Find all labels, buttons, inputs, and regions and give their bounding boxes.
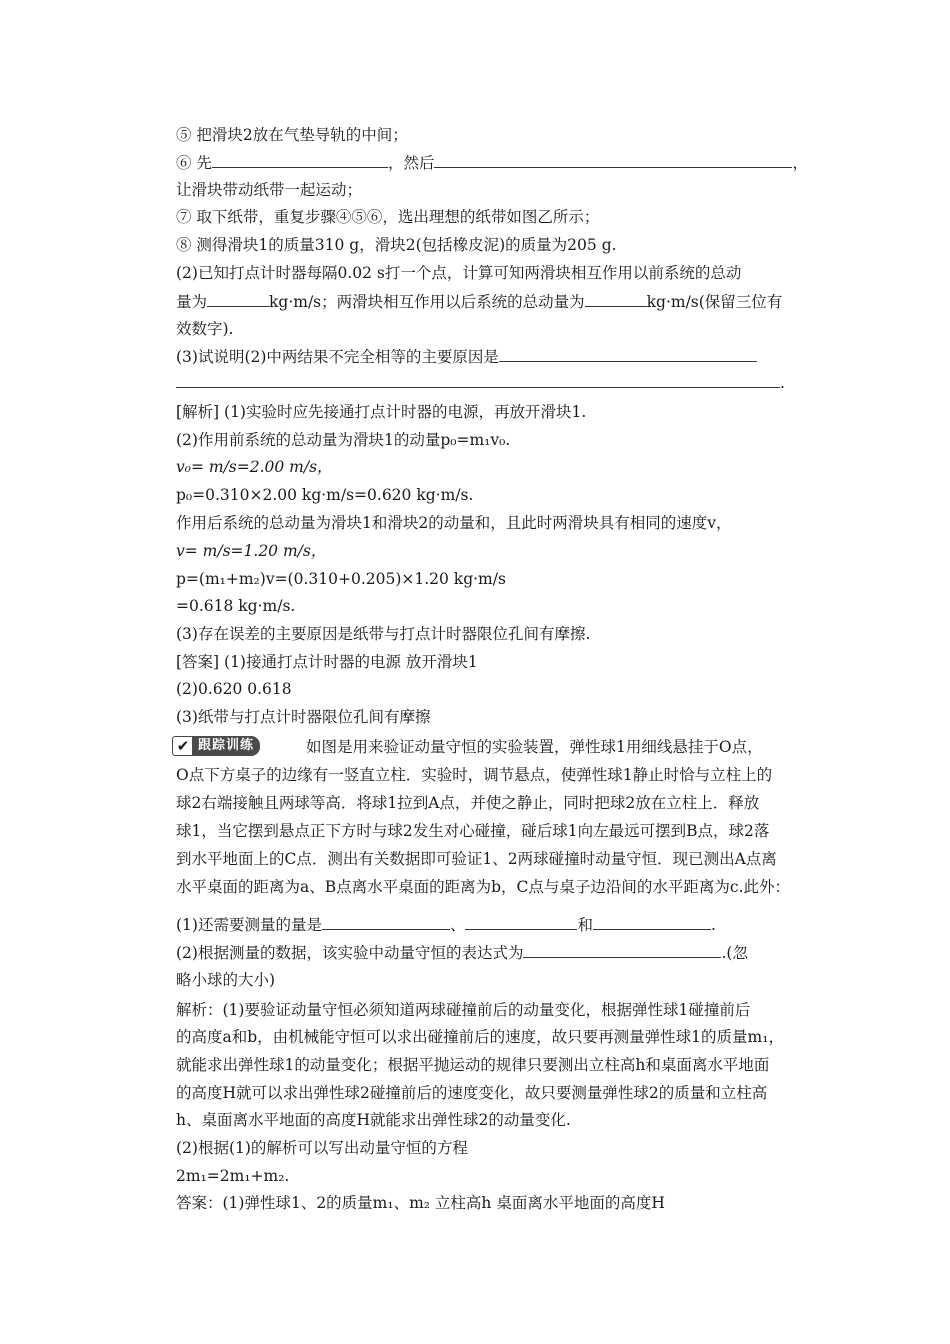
tracking-question-2-continued: 略小球的大小) bbox=[176, 971, 276, 989]
tq1-sep-1: 、 bbox=[449, 916, 466, 934]
tq1-sep-2: 和 bbox=[577, 916, 593, 934]
step-8: ⑧ 测得滑块1的质量310 g，滑块2(包括橡皮泥)的质量为205 g. bbox=[176, 236, 617, 254]
tq2-prefix: (2)根据测量的数据，该实验中动量守恒的表达式为 bbox=[176, 944, 524, 962]
solution-line-5: h、桌面离水平地面的高度H就能求出弹性球2的动量变化. bbox=[176, 1111, 571, 1129]
analysis-line-7: p=(m₁+m₂)v=(0.310+0.205)×1.20 kg·m/s bbox=[176, 570, 506, 588]
answer-line-2: (2)0.620 0.618 bbox=[176, 680, 292, 698]
q2-blank-before bbox=[207, 291, 269, 307]
question-2-line-3: 效数字). bbox=[176, 320, 234, 338]
tracking-question-1 bbox=[176, 914, 716, 935]
solution-line-6: (2)根据(1)的解析可以写出动量守恒的方程 bbox=[176, 1139, 468, 1157]
step-6-end: ， bbox=[792, 154, 808, 172]
q3-blank-1 bbox=[499, 346, 757, 362]
q2-prefix: 量为 bbox=[176, 293, 208, 311]
q2-suffix: kg·m/s(保留三位有 bbox=[646, 293, 783, 311]
step-6-middle: ，然后 bbox=[387, 154, 435, 172]
step-6-continued: 让滑块带动纸带一起运动； bbox=[176, 181, 363, 199]
question-2-line-1: (2)已知打点计时器每隔0.02 s打一个点，计算可知两滑块相互作用以前系统的总动 bbox=[176, 264, 742, 282]
checkmark-icon: ✔ bbox=[172, 736, 194, 756]
tracking-badge-label: 跟踪训练 bbox=[192, 736, 260, 756]
solution-line-3: 就能求出弹性球1的动量变化；根据平抛运动的规律只要测出立柱高h和桌面离水平地面 bbox=[176, 1056, 770, 1074]
tq2-end: .(忽 bbox=[721, 944, 748, 962]
solution-line-8: 答案：(1)弹性球1、2的质量m₁、m₂ 立柱高h 桌面离水平地面的高度H bbox=[176, 1194, 665, 1212]
step-5: ⑤ 把滑块2放在气垫导轨的中间； bbox=[176, 126, 408, 144]
analysis-line-2: (2)作用前系统的总动量为滑块1的动量p₀=m₁v₀. bbox=[176, 431, 511, 449]
analysis-line-8: =0.618 kg·m/s. bbox=[176, 597, 296, 615]
solution-line-2: 的高度a和b，由机械能守恒可以求出碰撞前后的速度，故只要再测量弹性球1的质量m₁， bbox=[176, 1028, 784, 1046]
tq1-blank-3 bbox=[593, 914, 711, 930]
question-2-line-2 bbox=[176, 291, 782, 312]
answer-line-1: [答案] (1)接通打点计时器的电源 放开滑块1 bbox=[176, 653, 478, 671]
tracking-line-6: 水平桌面的距离为a、B点离水平桌面的距离为b，C点与桌子边沿间的水平距离为c.此外： bbox=[176, 878, 791, 896]
tq2-blank bbox=[523, 942, 721, 958]
tracking-line-1: 如图是用来验证动量守恒的实验装置，弹性球1用细线悬挂于O点， bbox=[306, 738, 763, 756]
analysis-line-6: v= m/s=1.20 m/s， bbox=[176, 542, 327, 560]
analysis-line-4: p₀=0.310×2.00 kg·m/s=0.620 kg·m/s. bbox=[176, 486, 474, 504]
q3-blank-2 bbox=[176, 372, 780, 388]
q3-prefix: (3)试说明(2)中两结果不完全相等的主要原因是 bbox=[176, 348, 499, 366]
analysis-line-3: v₀= m/s=2.00 m/s， bbox=[176, 458, 333, 476]
question-3-line-1 bbox=[176, 346, 757, 367]
q3-end: . bbox=[780, 374, 785, 392]
answer-line-3: (3)纸带与打点计时器限位孔间有摩擦 bbox=[176, 708, 431, 726]
solution-line-7: 2m₁=2m₁+m₂. bbox=[176, 1167, 290, 1185]
step-6-blank-1 bbox=[212, 152, 388, 168]
analysis-line-5: 作用后系统的总动量为滑块1和滑块2的动量和，且此时两滑块具有相同的速度v， bbox=[176, 514, 732, 532]
tq1-prefix: (1)还需要测量的量是 bbox=[176, 916, 322, 934]
step-6-blank-2 bbox=[434, 152, 792, 168]
step-7: ⑦ 取下纸带，重复步骤④⑤⑥，选出理想的纸带如图乙所示； bbox=[176, 208, 600, 226]
tracking-line-2: O点下方桌子的边缘有一竖直立柱．实验时，调节悬点，使弹性球1静止时恰与立柱上的 bbox=[176, 766, 773, 784]
tracking-line-3: 球2右端接触且两球等高．将球1拉到A点，并使之静止，同时把球2放在立柱上．释放 bbox=[176, 794, 760, 812]
tracking-question-2 bbox=[176, 942, 748, 963]
step-6-prefix: ⑥ 先 bbox=[176, 154, 212, 172]
q2-middle: kg·m/s；两滑块相互作用以后系统的总动量为 bbox=[269, 293, 585, 311]
analysis-line-9: (3)存在误差的主要原因是纸带与打点计时器限位孔间有摩擦. bbox=[176, 625, 591, 643]
q2-blank-after bbox=[585, 291, 647, 307]
solution-line-1: 解析：(1)要验证动量守恒必须知道两球碰撞前后的动量变化，根据弹性球1碰撞前后 bbox=[176, 1001, 751, 1019]
tracking-line-4: 球1，当它摆到悬点正下方时与球2发生对心碰撞，碰后球1向左最远可摆到B点，球2落 bbox=[176, 822, 770, 840]
step-6 bbox=[176, 152, 808, 173]
analysis-line-1: [解析] (1)实验时应先接通打点计时器的电源，再放开滑块1. bbox=[176, 403, 587, 421]
tq1-blank-2 bbox=[465, 914, 577, 930]
tq1-end: . bbox=[711, 916, 716, 934]
tracking-badge bbox=[172, 736, 260, 756]
question-3-line-2 bbox=[176, 372, 785, 393]
tq1-blank-1 bbox=[322, 914, 450, 930]
tracking-line-5: 到水平地面上的C点．测出有关数据即可验证1、2两球碰撞时动量守恒．现已测出A点离 bbox=[176, 850, 777, 868]
solution-line-4: 的高度H就可以求出弹性球2碰撞前后的速度变化，故只要测量弹性球2的质量和立柱高 bbox=[176, 1084, 768, 1102]
